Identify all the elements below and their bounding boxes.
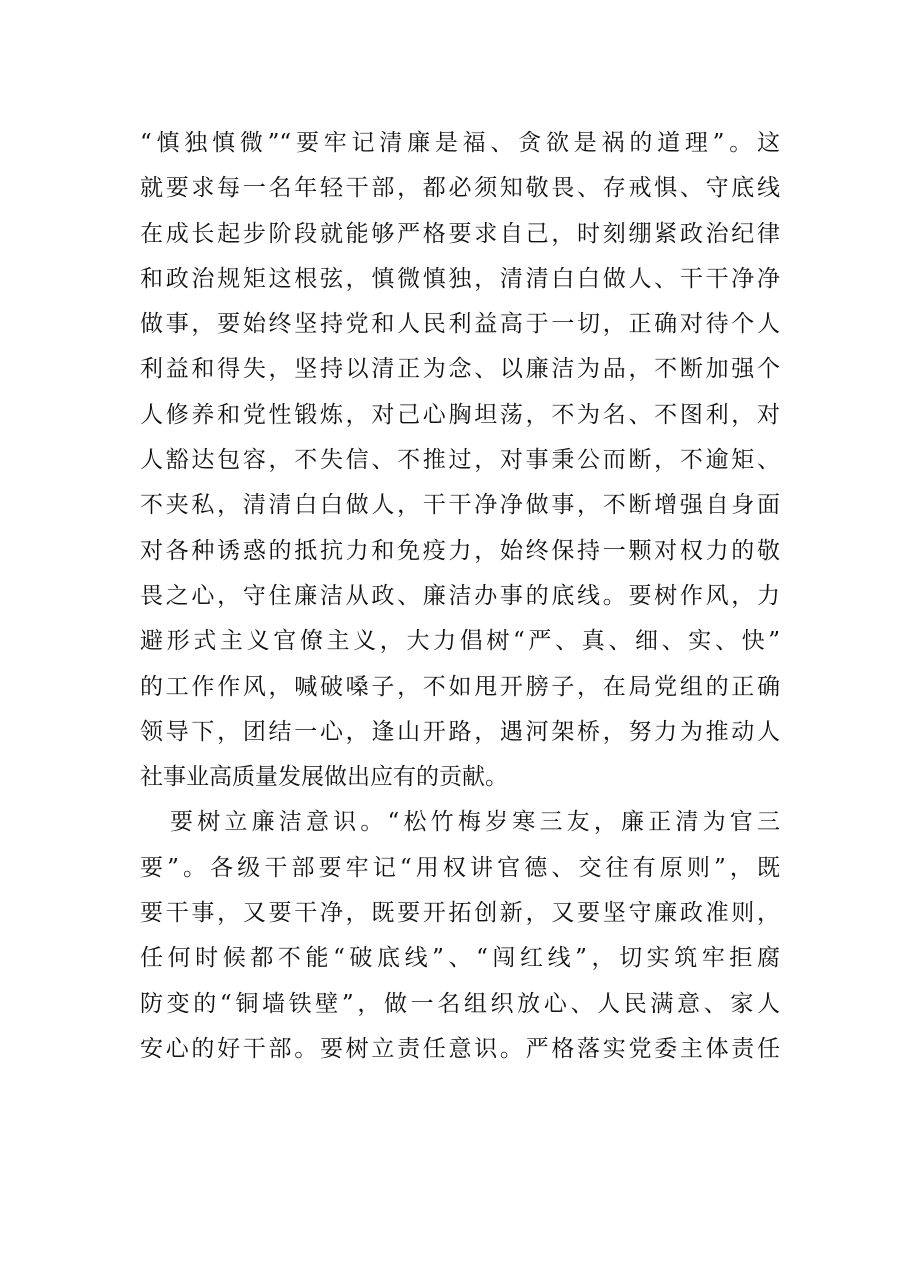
text-line: 要树立廉洁意识。“松竹梅岁寒三友，廉正清为官三 [170, 809, 780, 836]
text-line: 对各种诱惑的抵抗力和免疫力，始终保持一颗对权力的敬 [140, 537, 780, 564]
text-line: 领导下，团结一心，逢山开路，遇河架桥，努力为推动人 [140, 718, 780, 745]
text-line: 就要求每一名年轻干部，都必须知敬畏、存戒惧、守底线 [140, 175, 780, 202]
text-line: 防变的“铜墙铁壁”，做一名组织放心、人民满意、家人 [140, 990, 780, 1017]
text-line: 在成长起步阶段就能够严格要求自己，时刻绷紧政治纪律 [140, 220, 780, 247]
text-line: 要干事，又要干净，既要开拓创新，又要坚守廉政准则， [140, 900, 780, 927]
text-line: 避形式主义官僚主义，大力倡树“严、真、细、实、快” [140, 628, 780, 655]
document-body [140, 121, 780, 1072]
text-line: “慎独慎微”“要牢记清廉是福、贪欲是祸的道理”。这 [140, 130, 780, 156]
text-line: 不夹私，清清白白做人，干干净净做事，不断增强自身面 [140, 492, 780, 519]
text-line: 做事，要始终坚持党和人民利益高于一切，正确对待个人 [140, 311, 780, 338]
text-line: 和政治规矩这根弦，慎微慎独，清清白白做人、干干净净 [140, 265, 780, 292]
text-line: 安心的好干部。要树立责任意识。严格落实党委主体责任 [140, 1035, 780, 1062]
text-line: 利益和得失，坚持以清正为念、以廉洁为品，不断加强个 [140, 356, 780, 383]
text-line: 人豁达包容，不失信、不推过，对事秉公而断，不逾矩、 [140, 447, 780, 474]
text-line: 要”。各级干部要牢记“用权讲官德、交往有原则”，既 [140, 854, 780, 881]
text-line: 任何时候都不能“破底线”、“闯红线”，切实筑牢拒腐 [140, 945, 780, 972]
text-line: 人修养和党性锻炼，对己心胸坦荡，不为名、不图利，对 [140, 401, 780, 428]
text-line: 的工作作风，喊破嗓子，不如甩开膀子，在局党组的正确 [140, 673, 780, 700]
text-line: 畏之心，守住廉洁从政、廉洁办事的底线。要树作风，力 [140, 582, 780, 609]
text-line: 社事业高质量发展做出应有的贡献。 [140, 764, 508, 791]
